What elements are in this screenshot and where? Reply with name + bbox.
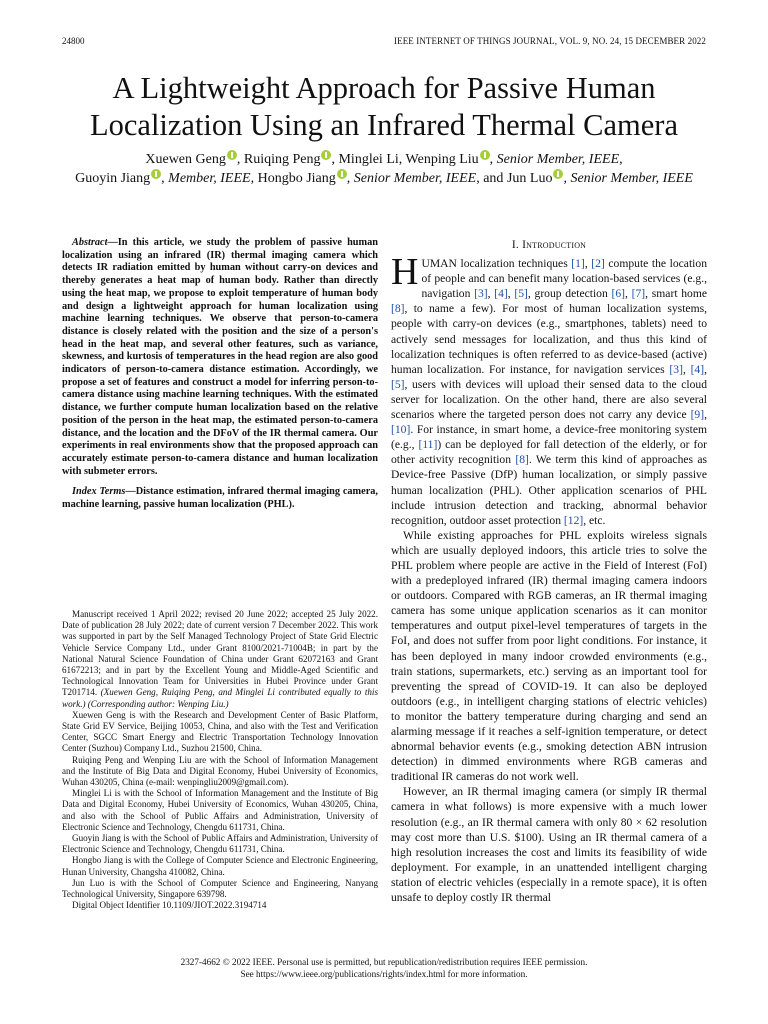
footnote-manuscript	[62, 609, 378, 710]
footnote-affiliation: Minglei Li is with the School of Information Management and the Institute of Big Data and Digital Economy, Hubei University of Economics, Wuhan 430205, China, and also with the School of Public Affairs and Administration, University of Electronic Science and Technology, Chengdu 611731, China.	[62, 788, 378, 832]
lead-word: UMAN	[421, 257, 457, 271]
intro-paragraph-3: However, an IR thermal imaging camera (or simply IR thermal camera in what follows) is more expensive with a much lower resolution (e.g., an IR thermal camera with only 80 × 62 resolution may cost more than U.S. $100). Using an IR thermal camera of a high resolution increases the cost and limits its feasibility of wide deployment. For example, in an unattended intelligent charging station of electric vehicles (especially in a remote space), it is often unsafe to deploy costly IR thermal	[391, 785, 707, 905]
author-role: Senior Member, IEEE	[353, 171, 477, 186]
text-run: , users with devices will upload their sensed data to the cloud server for localization. On the other hand, there are also several scenarios where the targeted person does not carry any device	[391, 377, 707, 422]
text-run: ,	[704, 362, 707, 376]
paper-title	[40, 70, 728, 144]
citation-link[interactable]: [7]	[631, 287, 646, 301]
running-head: IEEE INTERNET OF THINGS JOURNAL, VOL. 9, NO. 24, 15 DECEMBER 2022	[394, 36, 706, 46]
author-name: Guoyin Jiang	[75, 171, 151, 186]
section-heading	[391, 237, 707, 252]
right-column	[391, 237, 707, 905]
orcid-icon[interactable]	[553, 169, 563, 179]
intro-paragraph-2: While existing approaches for PHL exploits wireless signals which are usually deployed indoors, this article tries to solve the PHL problem where people are active in the Field of Interest (FoI) with a predeployed infrared (IR) thermal imaging camera indoors or outdoors. Compared with RGB cameras, an IR thermal imaging camera has some unique application scenarios as it can monitor temperatures and output pixel-level temperatures of targets in the FoI, and does not suffer from poor light conditions. For instance, it has been deployed in many indoor crowded environments (e.g., train stations, supermarkets, etc.) serving as an important tool for preventing the spread of COVID-19. It can also be deployed outdoors (e.g., in intelligent charging stations of electric vehicles) to monitor the battery temperature during charging and send an alarming message if it reaches a self-ignition temperature, or detect abnormal behavior events (e.g., smoking detection ABN intrusion detection) in dimmed environments where RGB cameras and traditional IR cameras do not work well.	[391, 528, 707, 784]
citation-link[interactable]: [5]	[391, 377, 405, 391]
author-name: Minglei Li	[338, 152, 399, 167]
citation-link[interactable]: [12]	[563, 513, 584, 527]
text-run: ) can be deployed for fall detection of the elderly, or for other activity recognition	[391, 438, 707, 467]
citation-link[interactable]: [3]	[474, 287, 488, 301]
text-run: ,	[682, 362, 691, 376]
copyright-line-2: See https://www.ieee.org/publications/rights/index.html for more information.	[240, 968, 528, 979]
citation-link[interactable]: [4]	[494, 287, 508, 301]
author-name: Xuewen Geng	[145, 152, 226, 167]
footnote-italic: (Xuewen Geng, Ruiqing Peng, and Minglei Li contributed equally to this work.) (Corresponding author: Wenping Liu.)	[62, 687, 379, 709]
section-number: I.	[511, 238, 519, 251]
text-run: ,	[584, 257, 592, 271]
orcid-icon[interactable]	[480, 150, 490, 160]
page-number: 24800	[62, 36, 85, 46]
title-line-2: Localization Using an Infrared Thermal Camera	[89, 108, 678, 142]
title-line-1: A Lightweight Approach for Passive Human	[112, 71, 656, 105]
text-run: ,	[625, 287, 632, 301]
text-run: . For instance, in smart home, a device-free monitoring system (e.g.,	[391, 423, 707, 452]
footnote-text: Manuscript received 1 April 2022; revised 20 June 2022; accepted 25 July 2022. Date of publication 28 July 2022; date of current version 7 December 2022. This work was supported in part by the Self Managed Technology Project of State Grid Electric Vehicle Service Company Ltd., under Grant 8100/2021-71004B; in part by the National Natural Science Foundation of China under Grant 62072163 and Grant 61672213; and in part by the Excellent Young and Middle-Aged Scientific and Technological Innovation Team for Universities in Hubei Province under Grant T201714.	[62, 609, 378, 698]
text-run: ,	[507, 287, 515, 301]
left-column	[62, 237, 378, 512]
author-role: Senior Member, IEEE	[570, 171, 693, 186]
footnote-affiliation: Jun Luo is with the School of Computer Science and Engineering, Nanyang Technological University, Singapore 639798.	[62, 877, 378, 900]
author-role: Member, IEEE	[168, 171, 251, 186]
author-role: Senior Member, IEEE	[496, 152, 620, 167]
index-terms-label: Index Terms	[72, 486, 126, 498]
citation-link[interactable]: [5]	[514, 287, 528, 301]
citation-link[interactable]: [1]	[571, 257, 585, 271]
author-list: Xuewen Geng , Ruiqing Peng , Minglei Li, Wenping Liu , Senior Member, IEEE, Guoyin Jiang , Member, IEEE, Hongbo Jiang , Senior Member, IEEE, and Jun Luo , Senior Member, IEEE	[75, 152, 693, 186]
copyright-line-1: 2327-4662 © 2022 IEEE. Personal use is permitted, but republication/redistribution requires IEEE permission.	[180, 957, 588, 967]
text-run: . We term this kind of approaches as Device-free Passive (DfP) human localization, or simply passive human localization (PHL). Other application scenarios of PHL include intrusion detection and tracking, abnormal behavior recognition, outdoor asset protection	[391, 453, 707, 527]
author-name: Hongbo Jiang	[257, 171, 336, 186]
citation-link[interactable]: [8]	[515, 453, 529, 467]
drop-cap: H	[391, 251, 419, 294]
orcid-icon[interactable]	[151, 169, 161, 179]
text-run: compute the location of people and can benefit many location-based services (e.g., navigation	[421, 257, 707, 301]
citation-link[interactable]: [8]	[391, 302, 405, 316]
footnote-affiliation: Guoyin Jiang is with the School of Public Affairs and Administration, University of Electronic Science and Technology, Chengdu 611731, China.	[62, 833, 378, 855]
abstract-label: Abstract	[72, 237, 108, 248]
text-run: , etc.	[583, 513, 606, 527]
orcid-icon[interactable]	[227, 150, 237, 160]
footnote-affiliation: Ruiqing Peng and Wenping Liu are with the School of Information Management and the Institute of Big Data and Digital Economy, Hubei University of Economics, Wuhan 430205, China (e-mail: wenpingliu2009@gmail.com).	[62, 754, 378, 788]
section-title: Introduction	[522, 238, 587, 251]
author-name: Jun Luo	[506, 171, 553, 186]
footnote-affiliation: Hongbo Jiang is with the College of Computer Science and Electronic Engineering, Hunan University, Changsha 410082, China.	[62, 855, 378, 877]
text-run: localization techniques	[456, 257, 572, 271]
footnote-affiliation: Xuewen Geng is with the Research and Development Center of Basic Platform, State Grid EV Service, Beijing 10053, China, and also with the Test and Verification Center, SGCC Smart Energy and Electric Transportation Technology Innovation Center (Suzhou) Company Ltd., Suzhou 21500, China.	[62, 709, 378, 754]
orcid-icon[interactable]	[321, 150, 331, 160]
conjunction: and	[483, 171, 504, 186]
text-run: ,	[487, 287, 495, 301]
citation-link[interactable]: [6]	[611, 287, 626, 301]
text-run: ,	[704, 408, 707, 422]
citation-link[interactable]: [11]	[418, 438, 438, 452]
text-run: , group detection	[527, 287, 612, 301]
index-terms-text: —Distance estimation, infrared thermal imaging camera, machine learning, passive human localization (PHL).	[62, 486, 378, 511]
index-terms	[62, 486, 378, 511]
text-run: , smart home	[645, 287, 708, 301]
doi-line[interactable]: Digital Object Identifier 10.1109/JIOT.2022.3194714	[72, 900, 267, 911]
citation-link[interactable]: [9]	[690, 408, 705, 422]
citation-link[interactable]: [4]	[690, 362, 705, 376]
citation-link[interactable]: [10]	[391, 423, 411, 437]
text-run: , to name a few). For most of human localization systems, people with carry-on devices (e.g., smartphones, tablets) need to actively send messages for localization, and thus this kind of localization techniques is often referred to as device-based (active) human localization. For instance, for navigation services	[391, 302, 707, 376]
abstract-text: —In this article, we study the problem of passive human localization using an infrared (IR) thermal imaging camera which detects IR radiation emitted by human without carry-on devices and thereby generates a heat map of human body. Rather than directly using the heat map, we propose to exploit temperature of human body and design a lightweight approach for human localization using machine learning techniques. We observe that person-to-camera distance is closely related with the position and the size of a person's head in the heat map, and several other features, such as variance, skewness, and kurtosis of temperatures in the head region are also good indicators of person-to-camera distance estimation. Accordingly, we propose a set of features and construct a model for inferring person-to-camera distance using machine learning techniques. With the estimated distance, we further compute human localization based on the relative position of the person in the heat map, the estimated person-to-camera distance, and the location and the DFoV of the IR thermal camera. Our experiments in real environments show that the proposed approach can accurately estimate person-to-camera distance and human localization with submeter errors.	[62, 237, 378, 477]
orcid-icon[interactable]	[337, 169, 347, 179]
intro-paragraph-1	[391, 251, 708, 528]
copyright-notice	[62, 957, 706, 980]
author-name: Ruiqing Peng	[243, 152, 321, 167]
footnotes	[62, 609, 378, 911]
citation-link[interactable]: [3]	[669, 362, 683, 376]
author-name: Wenping Liu	[405, 152, 479, 167]
citation-link[interactable]: [2]	[591, 257, 605, 271]
abstract	[62, 237, 378, 478]
